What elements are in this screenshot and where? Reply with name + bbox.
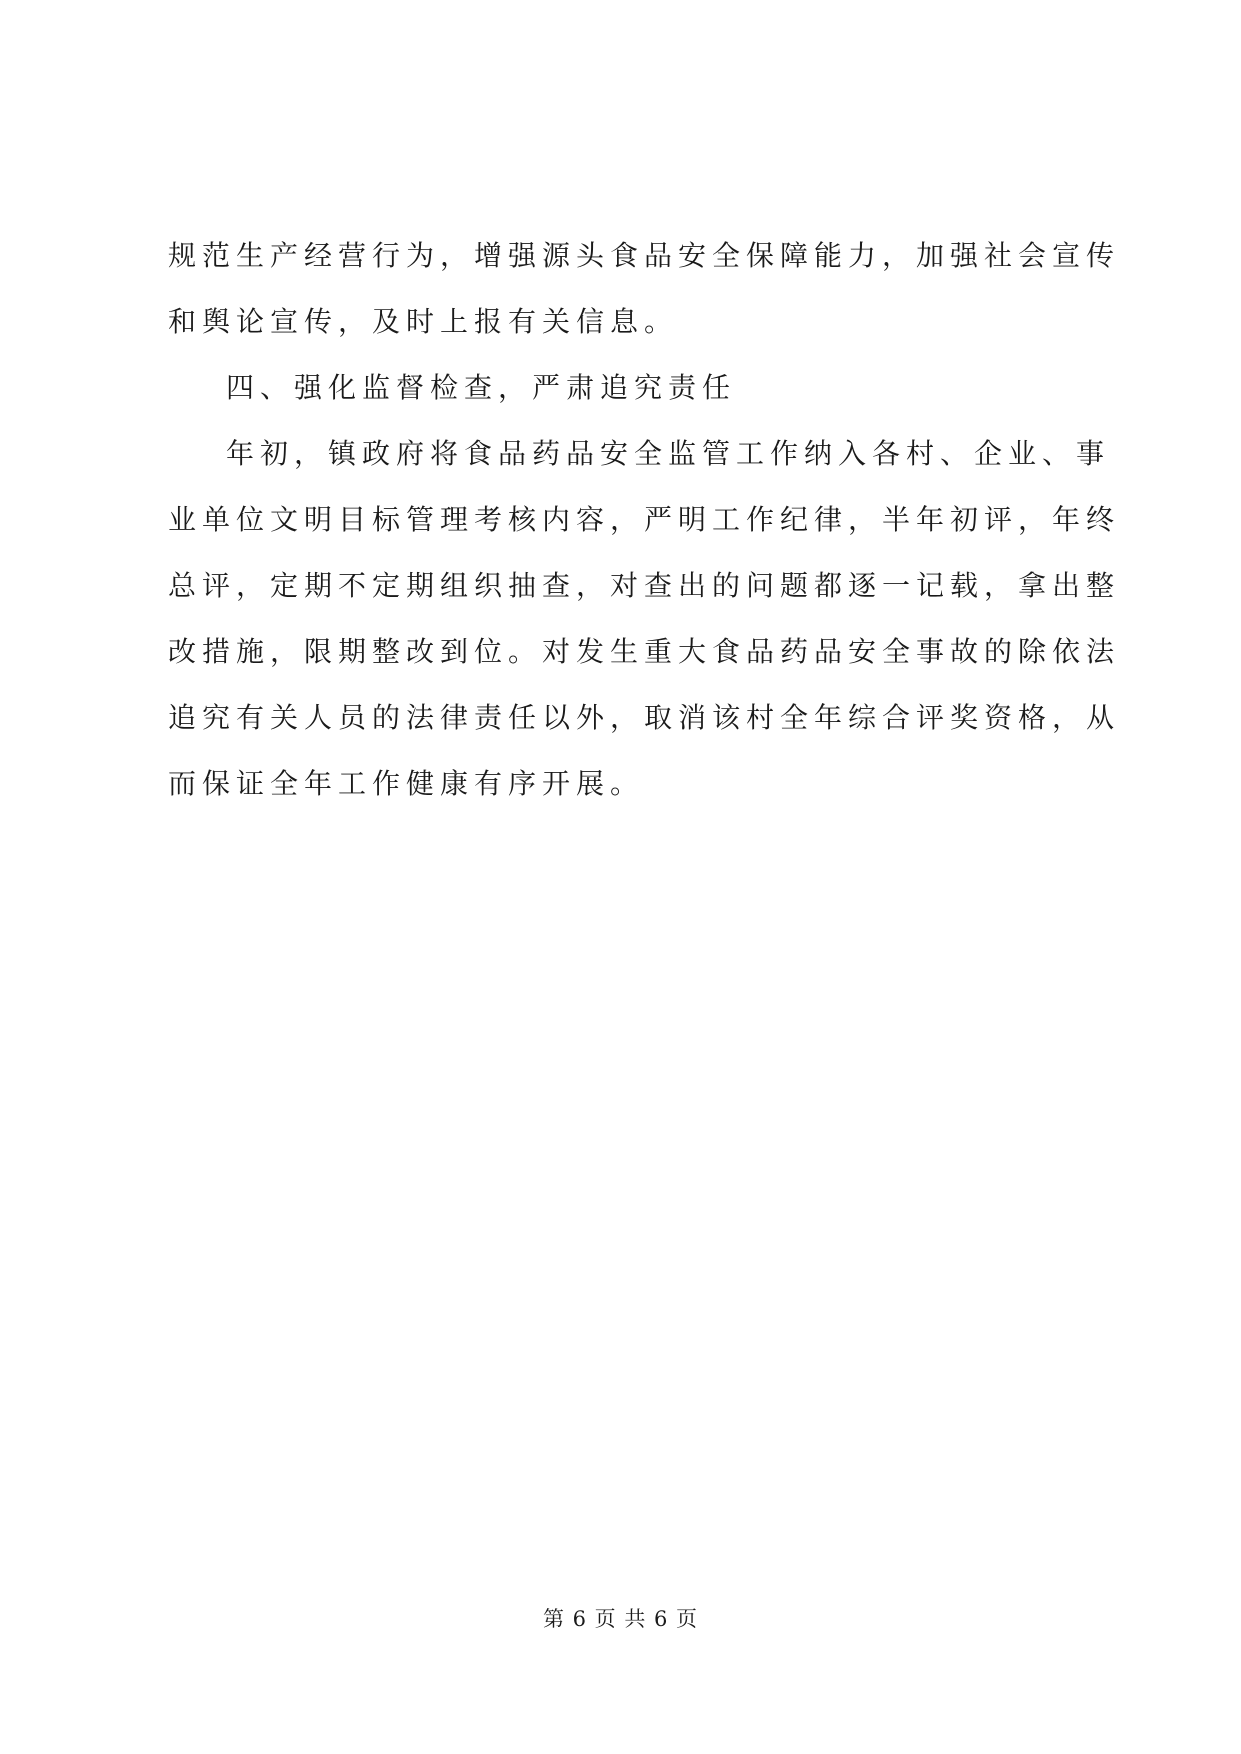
paragraph-line: 总评，定期不定期组织抽查，对查出的问题都逐一记载，拿出整 xyxy=(168,569,1121,602)
paragraph-line: 年初，镇政府将食品药品安全监管工作纳入各村、企业、事 xyxy=(226,437,1111,470)
paragraph-line: 业单位文明目标管理考核内容，严明工作纪律，半年初评，年终 xyxy=(168,503,1121,536)
section-heading: 四、强化监督检查，严肃追究责任 xyxy=(226,371,737,404)
page-number-footer: 第 6 页 共 6 页 xyxy=(542,1607,699,1631)
paragraph-line: 追究有关人员的法律责任以外，取消该村全年综合评奖资格，从 xyxy=(168,701,1121,734)
paragraph-line: 而保证全年工作健康有序开展。 xyxy=(168,767,645,800)
paragraph-line: 规范生产经营行为，增强源头食品安全保障能力，加强社会宣传 xyxy=(168,239,1121,272)
paragraph-line: 和舆论宣传，及时上报有关信息。 xyxy=(168,305,679,338)
paragraph-line: 改措施，限期整改到位。对发生重大食品药品安全事故的除依法 xyxy=(168,635,1121,668)
